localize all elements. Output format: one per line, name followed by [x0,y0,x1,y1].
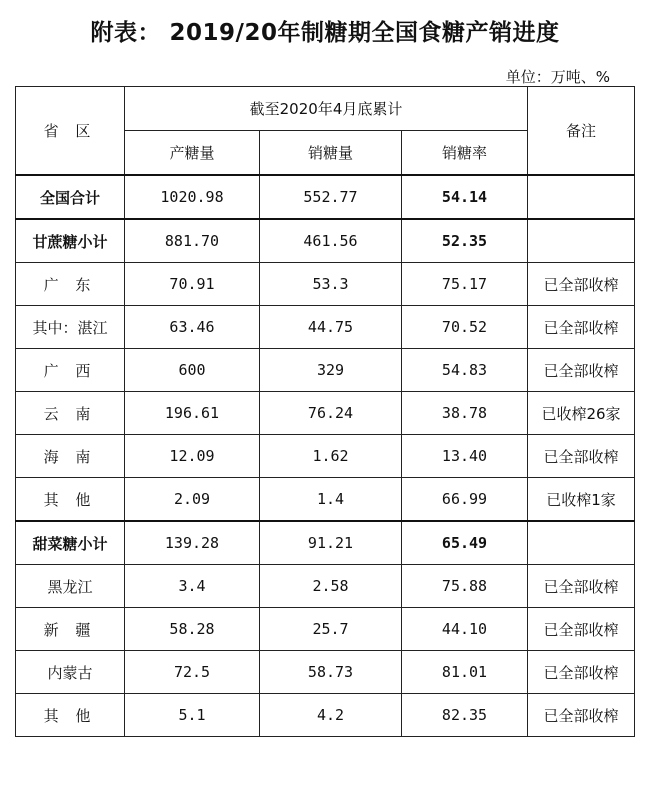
table-row [16,392,635,435]
table-row [16,521,635,565]
region-cell: 云 南 [16,392,125,435]
production-cell: 600 [125,349,260,392]
remark-cell: 已全部收榨 [528,349,635,392]
rate-cell: 54.14 [402,175,528,219]
remark-cell: 已收榨1家 [528,478,635,522]
region-cell: 全国合计 [16,175,125,219]
rate-cell: 52.35 [402,219,528,263]
remark-cell [528,521,635,565]
production-cell: 196.61 [125,392,260,435]
sugar-progress-table [15,86,635,737]
sales-cell: 58.73 [260,651,402,694]
rate-cell: 75.17 [402,263,528,306]
remark-cell [528,219,635,263]
region-header: 省 区 [16,87,125,176]
table-row [16,565,635,608]
sales-cell: 329 [260,349,402,392]
table-row [16,219,635,263]
sales-cell: 2.58 [260,565,402,608]
remark-cell [528,175,635,219]
remark-cell: 已全部收榨 [528,694,635,737]
sales-cell: 4.2 [260,694,402,737]
region-cell: 其中：湛江 [16,306,125,349]
sales-cell: 53.3 [260,263,402,306]
rate-cell: 82.35 [402,694,528,737]
region-cell: 海 南 [16,435,125,478]
rate-cell: 81.01 [402,651,528,694]
table-row [16,694,635,737]
rate-header: 销糖率 [402,131,528,176]
sales-cell: 91.21 [260,521,402,565]
header-row-1 [16,87,635,131]
region-cell: 甘蔗糖小计 [16,219,125,263]
region-cell: 广 东 [16,263,125,306]
document-title: 附表： 2019/20年制糖期全国食糖产销进度 [90,20,560,46]
rate-cell: 70.52 [402,306,528,349]
production-cell: 58.28 [125,608,260,651]
table-row [16,435,635,478]
sales-cell: 76.24 [260,392,402,435]
remark-header: 备注 [528,87,635,176]
production-header: 产糖量 [125,131,260,176]
production-cell: 139.28 [125,521,260,565]
production-cell: 12.09 [125,435,260,478]
production-cell: 72.5 [125,651,260,694]
region-cell: 其 他 [16,478,125,522]
rate-cell: 75.88 [402,565,528,608]
region-cell: 其 他 [16,694,125,737]
rate-cell: 13.40 [402,435,528,478]
production-cell: 2.09 [125,478,260,522]
sales-cell: 25.7 [260,608,402,651]
remark-cell: 已收榨26家 [528,392,635,435]
region-cell: 内蒙古 [16,651,125,694]
rate-cell: 66.99 [402,478,528,522]
sales-cell: 552.77 [260,175,402,219]
table-row [16,478,635,522]
remark-cell: 已全部收榨 [528,263,635,306]
production-cell: 881.70 [125,219,260,263]
unit-note: 单位：万吨、% [505,68,610,86]
rate-cell: 44.10 [402,608,528,651]
region-cell: 新 疆 [16,608,125,651]
remark-cell: 已全部收榨 [528,608,635,651]
table-row [16,306,635,349]
table-row [16,263,635,306]
table-row [16,175,635,219]
sales-cell: 44.75 [260,306,402,349]
production-cell: 70.91 [125,263,260,306]
production-cell: 63.46 [125,306,260,349]
remark-cell: 已全部收榨 [528,565,635,608]
remark-cell: 已全部收榨 [528,306,635,349]
table-row [16,608,635,651]
remark-cell: 已全部收榨 [528,435,635,478]
sales-header: 销糖量 [260,131,402,176]
sales-cell: 461.56 [260,219,402,263]
region-cell: 甜菜糖小计 [16,521,125,565]
sales-cell: 1.62 [260,435,402,478]
region-cell: 黑龙江 [16,565,125,608]
sales-cell: 1.4 [260,478,402,522]
table-row [16,651,635,694]
rate-cell: 54.83 [402,349,528,392]
period-header: 截至2020年4月底累计 [125,87,528,131]
region-cell: 广 西 [16,349,125,392]
remark-cell: 已全部收榨 [528,651,635,694]
production-cell: 1020.98 [125,175,260,219]
production-cell: 3.4 [125,565,260,608]
table-row [16,349,635,392]
production-cell: 5.1 [125,694,260,737]
rate-cell: 38.78 [402,392,528,435]
rate-cell: 65.49 [402,521,528,565]
